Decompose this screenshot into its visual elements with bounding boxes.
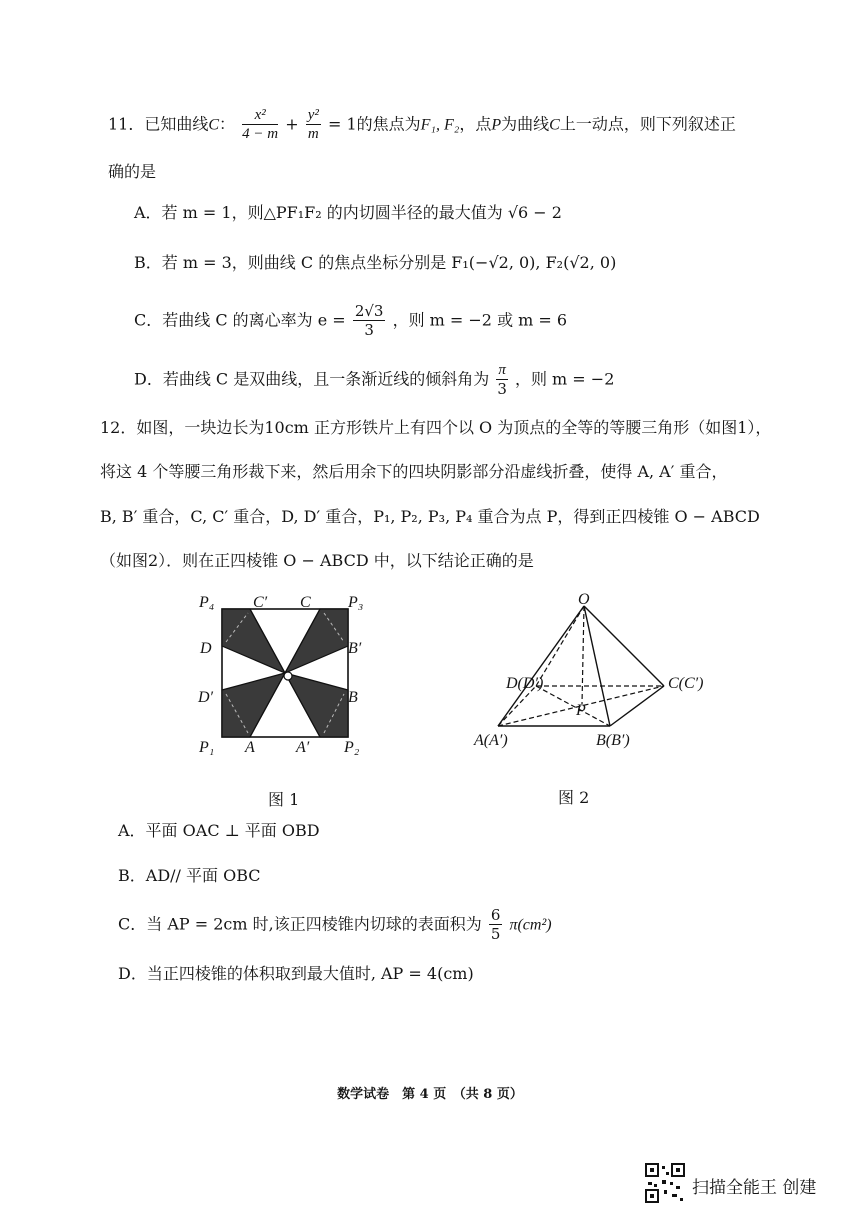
fig1-label-d: D	[200, 640, 212, 657]
q11-option-b: B．若 m = 3，则曲线 C 的焦点坐标分别是 F₁(−√2, 0), F₂(√2, 0)	[134, 253, 617, 272]
fig2-label-c: C(C′)	[668, 675, 704, 692]
fig1-label-p1: P₁	[199, 739, 215, 756]
fig2-label-b: B(B′)	[596, 732, 630, 749]
watermark-text: 扫描全能王 创建	[692, 1178, 817, 1198]
fig1-label-d-prime: D′	[198, 689, 214, 706]
figure-2-caption: 图 2	[558, 788, 590, 807]
point-o	[284, 672, 292, 680]
fig2-label-d: D(D′)	[506, 675, 544, 692]
fig1-label-b: B	[348, 689, 358, 706]
q11-stem-line2: 确的是	[108, 162, 157, 181]
q12-stem-line2: 将这 4 个等腰三角形裁下来，然后用余下的四块阴影部分沿虚线折叠，使得 A, A′ 重合，	[100, 462, 728, 481]
q11-option-d: D．若曲线 C 是双曲线，且一条渐近线的倾斜角为 $\frac{\pi}{3}$ ，则 m = −2	[134, 362, 615, 398]
fig2-label-p: P	[576, 702, 586, 719]
fig2-label-a: A(A′)	[474, 732, 508, 749]
fig1-label-b-prime: B′	[348, 640, 362, 657]
q11-frac-x: $\frac{\text{x²}}{4 - m}$	[242, 107, 279, 142]
fig1-label-c: C	[300, 594, 311, 611]
q12-c-fraction: $\frac{6}{5}$	[490, 906, 501, 943]
q11-stem: 11．已知曲线C： $\frac{\text{x²}}{4 - m}$ + $\frac{\text{y²}}{m}$ = 1的焦点为F₁, F₂，点P为曲线C上一动点，则下列叙述正	[108, 107, 736, 142]
q12-stem-line4: （如图2）．则在正四棱锥 O − ABCD 中，以下结论正确的是	[100, 551, 534, 570]
fig2-label-o: O	[578, 591, 590, 608]
q11-frac-y: $\frac{\text{y²}}{m}$	[307, 107, 319, 142]
shaded-top-left	[222, 609, 285, 673]
q11-option-a: A．若 m = 1，则△PF₁F₂ 的内切圆半径的最大值为 √6 − 2	[134, 203, 562, 222]
fig1-label-p3: P₃	[348, 594, 364, 611]
q12-option-c: C．当 AP = 2cm 时,该正四棱锥内切球的表面积为 $\frac{6}{5}$ π(cm²)	[118, 906, 552, 943]
q11-d-fraction: $\frac{\pi}{3}$	[497, 362, 507, 398]
shaded-top-right	[285, 609, 348, 673]
q11-option-c: C．若曲线 C 的离心率为 e = $\frac{2√3}{3}$ ，则 m = −2 或 m = 6	[134, 302, 568, 339]
fig1-label-p4: P₄	[199, 594, 215, 611]
q12-stem-line3: B, B′ 重合，C, C′ 重合，D, D′ 重合，P₁, P₂, P₃, P₄ 重合为点 P，得到正四棱锥 O − ABCD	[100, 507, 760, 526]
shaded-bottom-left	[222, 673, 285, 737]
q11-c-fraction: $\frac{2√3}{3}$	[354, 302, 384, 339]
q12-option-a: A．平面 OAC ⊥ 平面 OBD	[118, 821, 320, 840]
figure-2-pyramid-diagram	[484, 590, 724, 750]
page-footer: 数学试卷 第 4 页 （共 8 页）	[337, 1087, 523, 1102]
q12-option-d: D．当正四棱锥的体积取到最大值时, AP = 4(cm)	[118, 964, 474, 983]
fig1-label-a: A	[245, 739, 255, 756]
figure-1-caption: 图 1	[268, 790, 300, 809]
q12-option-b: B．AD// 平面 OBC	[118, 866, 261, 885]
fig1-label-c-prime: C′	[253, 594, 268, 611]
fig1-label-a-prime: A′	[296, 739, 310, 756]
fig1-label-p2: P₂	[344, 739, 360, 756]
qr-code-icon	[644, 1162, 686, 1204]
q12-stem-line1: 12．如图，一块边长为10cm 正方形铁片上有四个以 O 为顶点的全等的等腰三角形（如图1），	[100, 418, 772, 437]
